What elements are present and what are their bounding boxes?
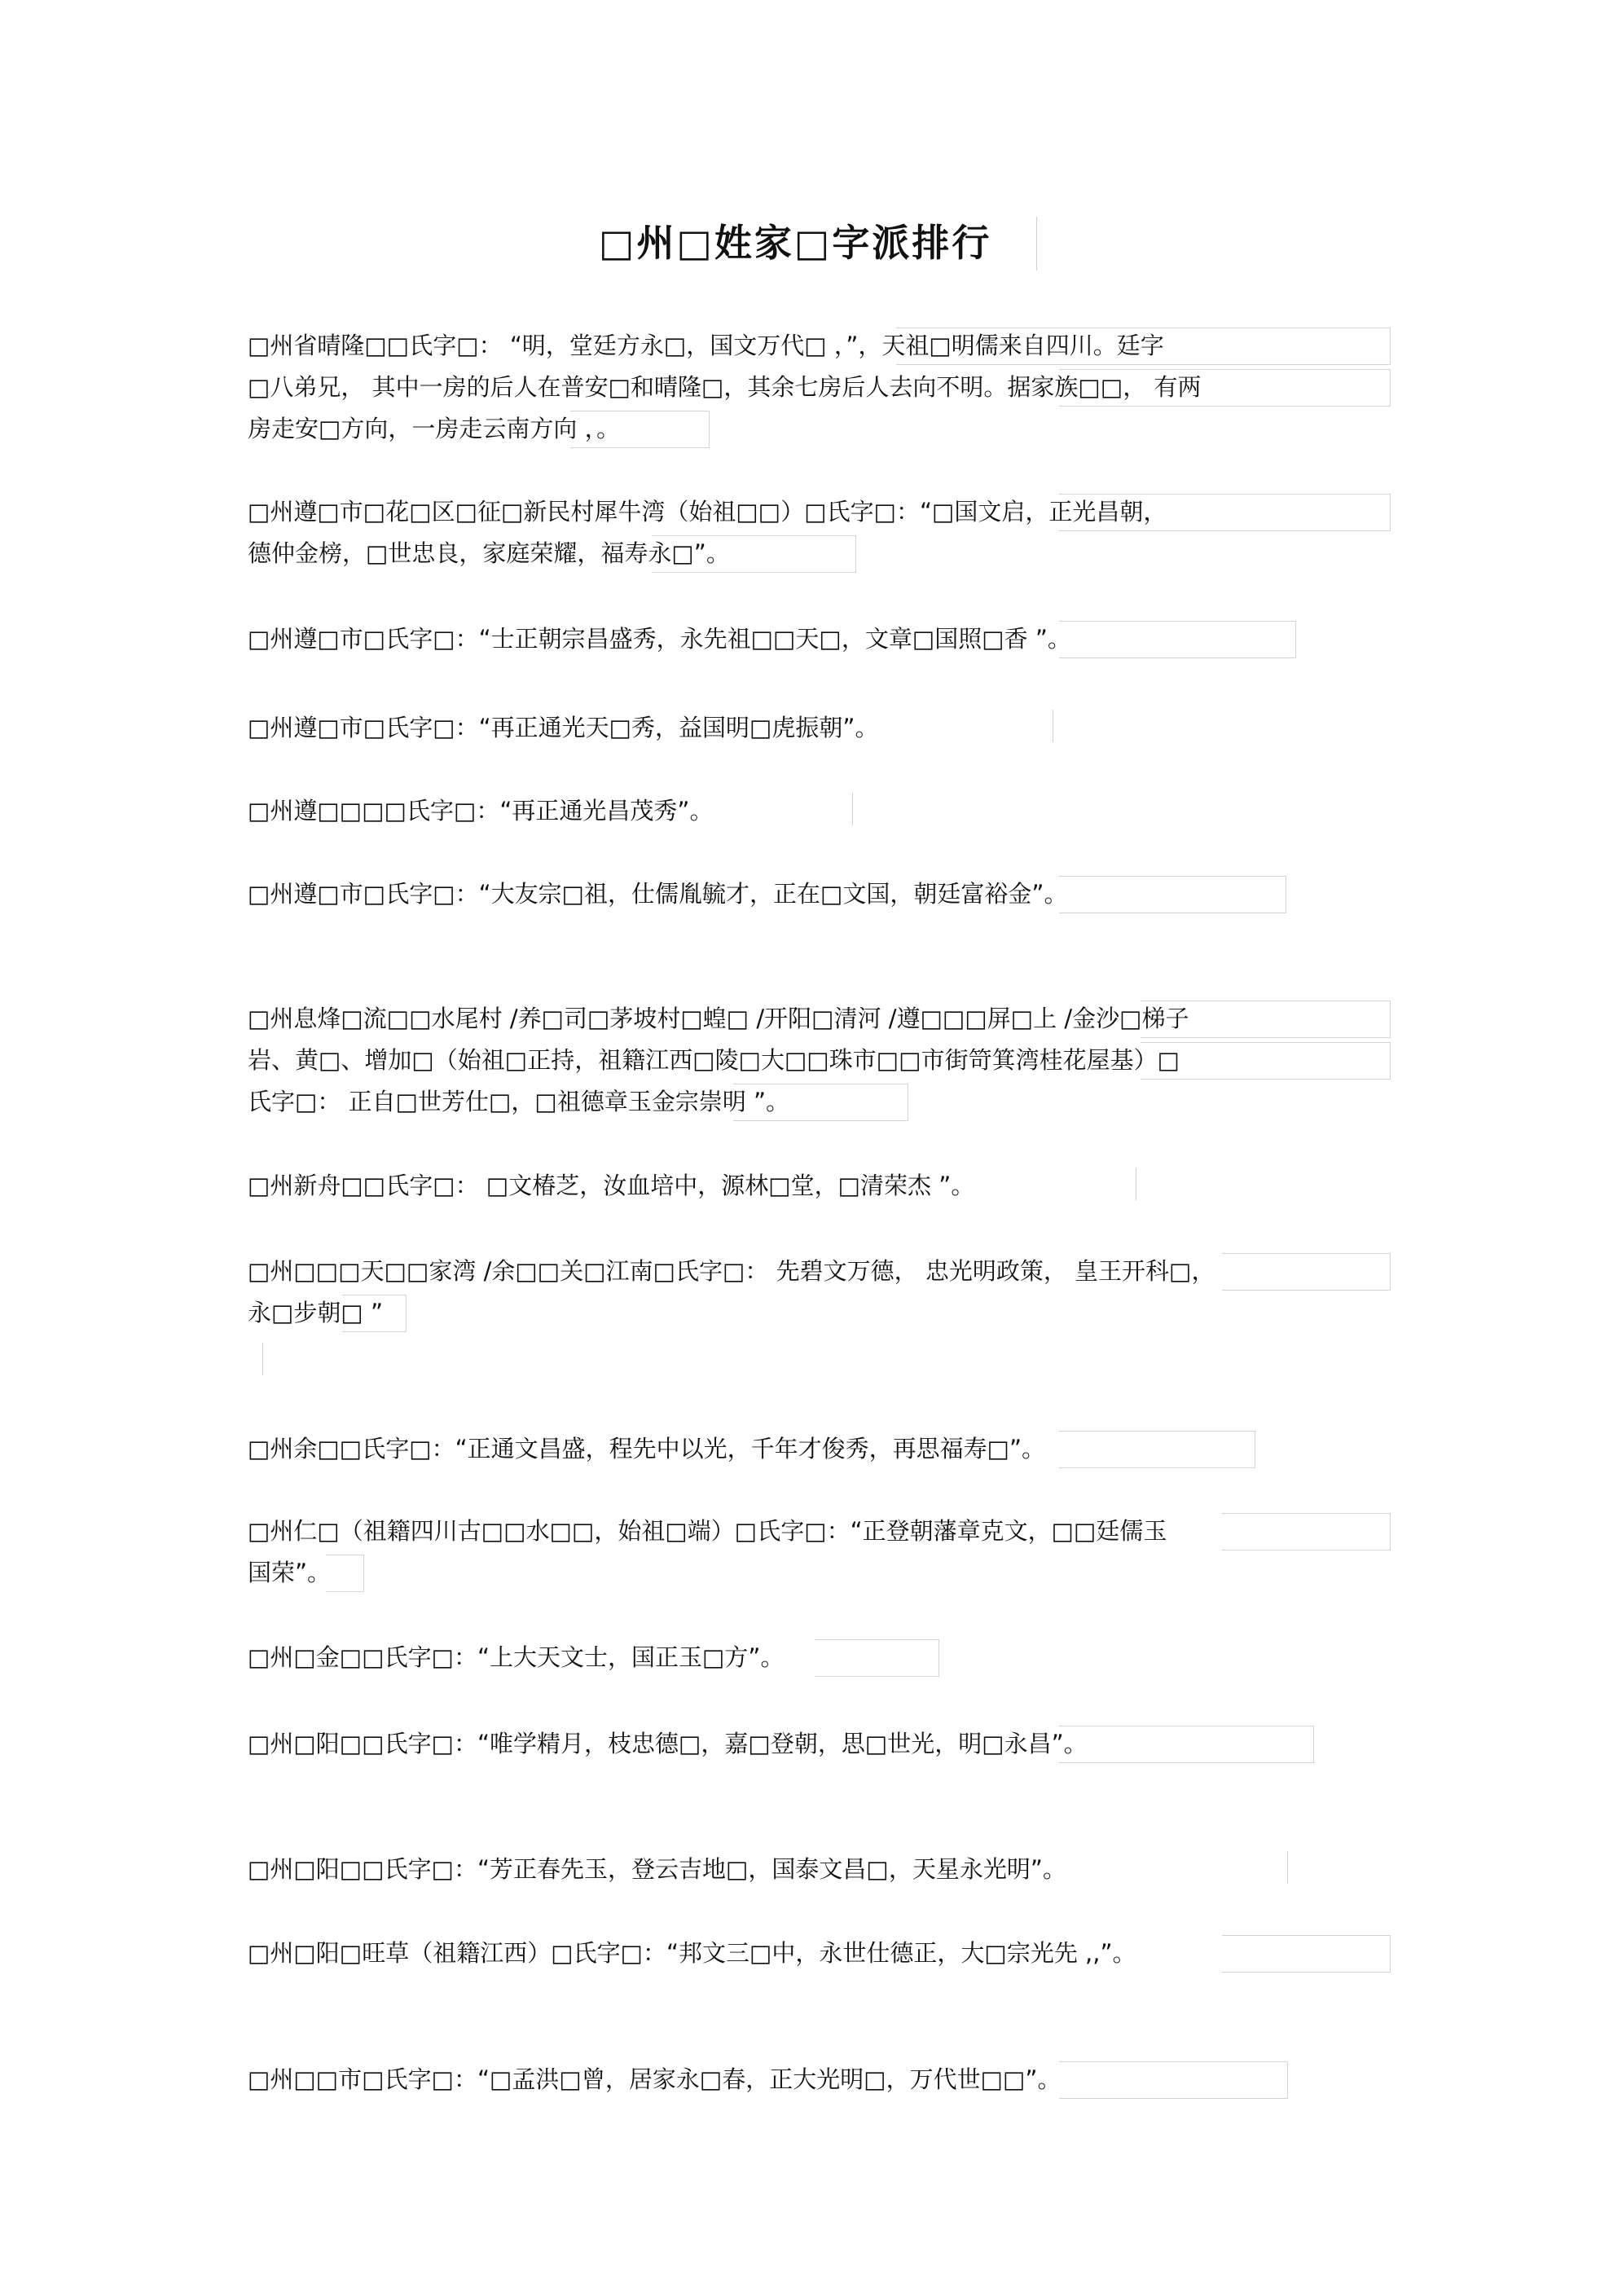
paragraph-line: □州遵□市□花□区□征□新民村犀牛湾（始祖□□）□氏字□：“□国文启，正光昌朝，: [248, 498, 1167, 526]
paragraph-line: □州□□市□氏字□：“□孟洪□曾，居家永□春，正大光明□，万代世□□”。: [248, 2065, 1062, 2093]
text-frame-edge: [1059, 876, 1286, 913]
paragraph-line: 房走安□方向，一房走云南方向 ，。: [248, 415, 621, 442]
paragraph-line: □州新舟□□氏字□： □文椿芝，汝血培中，源林□堂，□清荣杰 ”。: [248, 1172, 975, 1199]
text-frame-edge: [570, 411, 710, 448]
text-frame-edge: [1059, 1726, 1314, 1763]
paragraph-line: □州遵□□□□氏字□：“再正通光昌茂秀”。: [248, 797, 714, 825]
paragraph-line: □州遵□市□氏字□：“再正通光天□秀，益国明□虎振朝”。: [248, 714, 879, 741]
text-frame-edge: [1059, 1431, 1255, 1468]
document-title: □州□姓家□字派排行: [599, 221, 992, 265]
paragraph-line: □八弟兄， 其中一房的后人在普安□和晴隆□，其余七房后人去向不明。据家族□□， 有两: [248, 373, 1202, 401]
paragraph-line: □州□阳□□氏字□：“唯学精月，枝忠德□，嘉□登朝，思□世光，明□永昌”。: [248, 1730, 1088, 1757]
paragraph-line: □州□金□□氏字□：“上大天文士，国正玉□方”。: [248, 1643, 785, 1671]
text-frame-edge: [1222, 1935, 1391, 1973]
paragraph-line: □州遵□市□氏字□：“大友宗□祖，仕儒胤毓才，正在□文国，朝廷富裕金”。: [248, 880, 1068, 908]
paragraph-line: 氏字□： 正自□世芳仕□，□祖德章玉金宗崇明 ”。: [248, 1088, 790, 1115]
paragraph-line: 岩、黄□、增加□（始祖□正持，祖籍江西□陵□大□□珠市□□市街笴箕湾桂花屋基）□: [248, 1046, 1180, 1074]
text-frame-edge: [852, 793, 853, 825]
title-frame-edge: [1036, 217, 1037, 271]
paragraph-line: □州息烽□流□□水尾村 /养□司□茅坡村□蝗□ /开阳□清河 /遵□□□屏□上 /金沙□梯子: [248, 1005, 1189, 1032]
text-frame-edge: [1141, 1001, 1391, 1038]
paragraph-line: 德仲金榜，□世忠良，家庭荣耀，福寿永□”。: [248, 539, 730, 567]
paragraph-line: □州余□□氏字□：“正通文昌盛，程先中以光，千年才俊秀，再思福寿□”。: [248, 1435, 1046, 1462]
text-frame-edge: [326, 1555, 364, 1592]
paragraph-line: □州□□□天□□家湾 /余□□关□江南□氏字□： 先碧文万德， 忠光明政策， 皇王开科□，: [248, 1257, 1215, 1285]
text-frame-edge: [1059, 2061, 1288, 2099]
text-frame-edge: [1222, 1253, 1391, 1291]
paragraph-line: □州遵□市□氏字□：“士正朝宗昌盛秀，永先祖□□天□，文章□国照□香 ”。: [248, 625, 1071, 653]
text-frame-edge: [1141, 1042, 1391, 1080]
paragraph-line: 永□步朝□ ”: [248, 1299, 384, 1326]
text-frame-edge: [342, 1295, 407, 1332]
text-frame-edge: [1059, 494, 1391, 531]
paragraph-line: □州□阳□旺草（祖籍江西）□氏字□：“邦文三□中，永世仕德正，大□宗光先 ,,”。: [248, 1939, 1136, 1967]
paragraph-line: □州□阳□□氏字□：“芳正春先玉，登云吉地□，国泰文昌□，天星永光明”。: [248, 1855, 1066, 1883]
text-frame-edge: [652, 535, 856, 573]
text-frame-edge: [1287, 1851, 1288, 1884]
text-frame-edge: [1059, 621, 1296, 658]
text-frame-edge: [1222, 1513, 1391, 1550]
paragraph-line: □州省晴隆□□氏字□： “明，堂廷方永□，国文万代□ ，”，天祖□明儒来自四川。廷字: [248, 332, 1164, 359]
text-frame-edge: [896, 328, 1391, 365]
text-frame-edge: [733, 1084, 908, 1121]
paragraph-line: □州仁□（祖籍四川古□□水□□，始祖□端）□氏字□：“正登朝藩章克文，□□廷儒玉: [248, 1517, 1167, 1545]
text-frame-edge: [1059, 369, 1391, 407]
text-frame-edge: [262, 1343, 263, 1375]
text-frame-edge: [815, 1639, 939, 1677]
paragraph-line: 国荣”。: [248, 1559, 332, 1586]
